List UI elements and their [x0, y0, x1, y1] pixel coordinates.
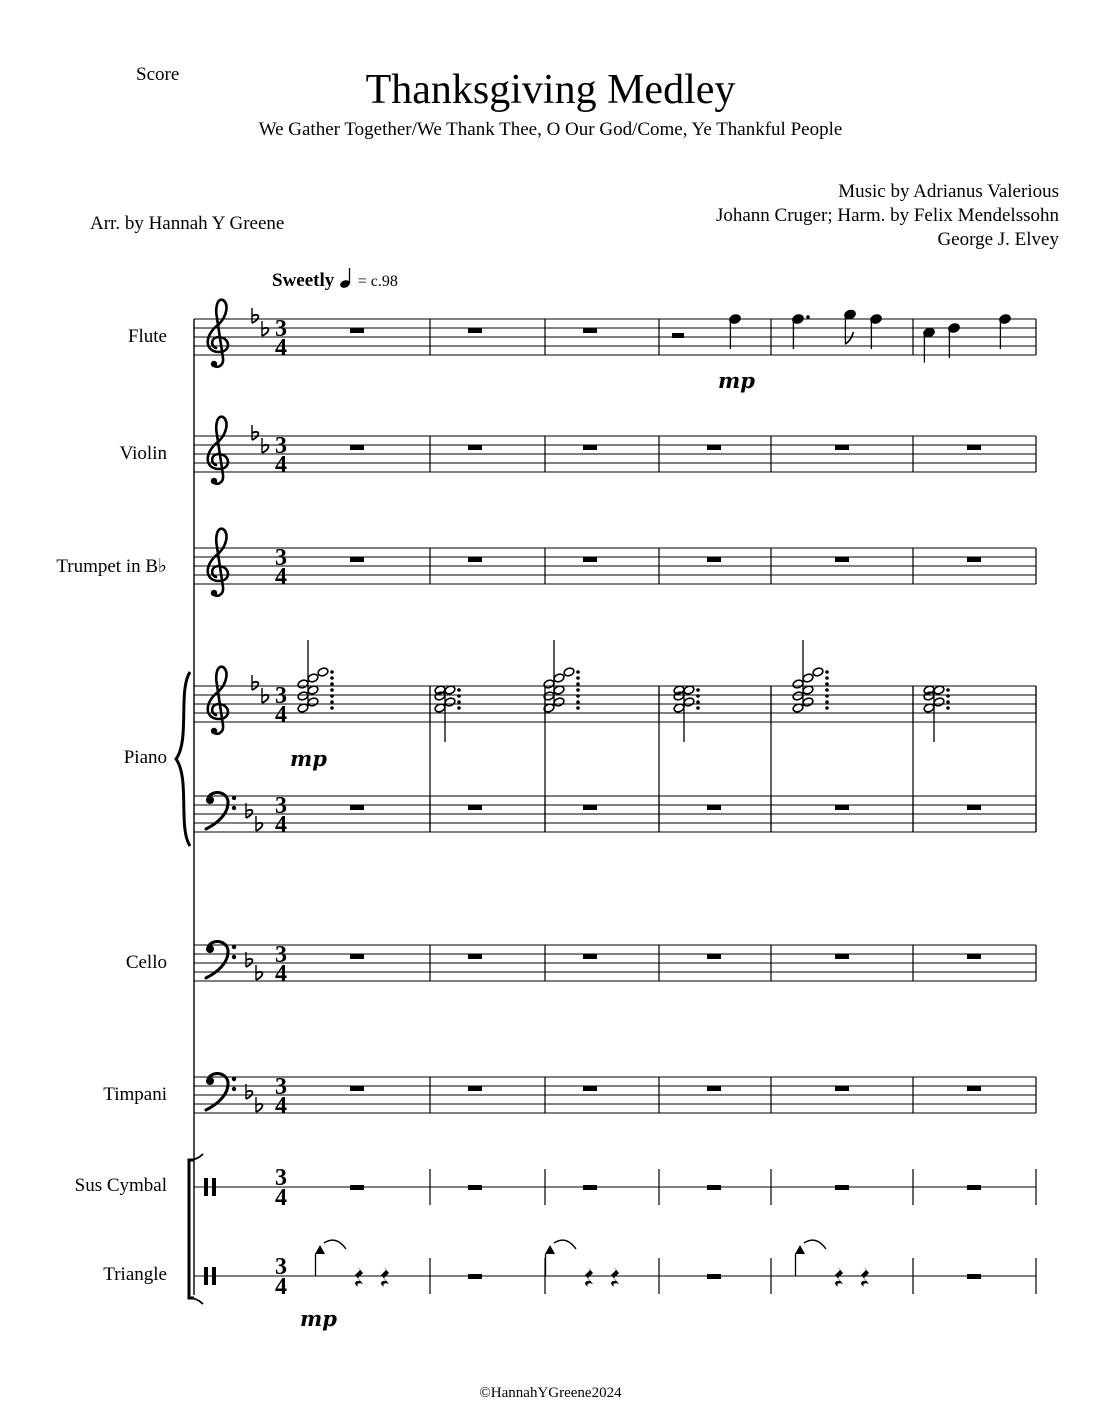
time-signature-top: 3: [275, 1165, 287, 1191]
whole-rest: [468, 445, 482, 450]
whole-rest: [835, 445, 849, 450]
bracket-icon: [189, 1298, 203, 1304]
whole-rest: [967, 1086, 981, 1091]
treble-clef-icon: [208, 417, 228, 484]
composer-credit-line: Johann Cruger; Harm. by Felix Mendelssohn: [715, 205, 1059, 226]
page-subtitle: We Gather Together/We Thank Thee, O Our God/Come, Ye Thankful People: [258, 119, 843, 140]
time-signature-bottom: 4: [275, 961, 287, 987]
whole-rest: [967, 1185, 981, 1190]
time-signature-top: 3: [275, 793, 287, 819]
percussion-clef-icon: [204, 1178, 208, 1196]
composer-credit-line: George J. Elvey: [937, 229, 1059, 250]
whole-rest: [350, 557, 364, 562]
instrument-label-piano: Piano: [123, 747, 167, 768]
chord: [297, 640, 334, 713]
whole-rest: [468, 1086, 482, 1091]
flat-icon: [262, 688, 268, 703]
instrument-label-timpani: Timpani: [103, 1084, 167, 1105]
bass-clef-icon: [206, 1073, 236, 1110]
time-signature-bottom: 4: [275, 812, 287, 838]
tempo-value: = c.98: [357, 273, 398, 290]
instrument-label-violin: Violin: [119, 443, 167, 464]
time-signature-bottom: 4: [275, 452, 287, 478]
whole-rest: [350, 1086, 364, 1091]
tie: [324, 1240, 346, 1249]
treble-clef-icon: [208, 667, 228, 734]
whole-rest: [835, 805, 849, 810]
chord: [792, 640, 829, 713]
time-signature-bottom: 4: [275, 1185, 287, 1211]
percussion-clef-icon: [212, 1178, 216, 1196]
whole-rest: [835, 954, 849, 959]
whole-rest: [967, 557, 981, 562]
whole-rest: [707, 1086, 721, 1091]
triangle-note: [545, 1245, 555, 1276]
arranger-credit: Arr. by Hannah Y Greene: [90, 213, 285, 234]
dynamic-flute: mp: [718, 368, 755, 393]
flat-icon: [252, 675, 258, 690]
augmentation-dot: [806, 315, 810, 319]
whole-rest: [350, 445, 364, 450]
whole-rest: [583, 328, 597, 333]
whole-rest: [583, 1185, 597, 1190]
note-f5: [999, 314, 1011, 349]
note-f5: [792, 314, 804, 349]
whole-rest: [583, 557, 597, 562]
percussion-clef-icon: [212, 1267, 216, 1285]
note-eb5: [948, 323, 960, 358]
time-signature-top: 3: [275, 683, 287, 709]
tie: [554, 1240, 576, 1249]
time-signature-top: 3: [275, 942, 287, 968]
whole-rest: [967, 445, 981, 450]
instrument-label-triangle: Triangle: [103, 1264, 167, 1285]
dynamic-piano: mp: [290, 746, 327, 771]
whole-rest: [707, 1274, 721, 1279]
whole-rest: [707, 1185, 721, 1190]
treble-clef-icon: [208, 300, 228, 367]
time-signature-bottom: 4: [275, 564, 287, 590]
instrument-label-cello: Cello: [125, 952, 167, 973]
time-signature-top: 3: [275, 1254, 287, 1280]
whole-rest: [967, 954, 981, 959]
flat-icon: [262, 321, 268, 336]
triangle-note: [315, 1245, 325, 1276]
whole-rest: [967, 805, 981, 810]
time-signature-bottom: 4: [275, 1093, 287, 1119]
whole-rest: [468, 805, 482, 810]
whole-rest: [350, 954, 364, 959]
whole-rest: [583, 445, 597, 450]
brace-icon: [176, 672, 190, 846]
flat-icon: [252, 425, 258, 440]
flat-icon: [256, 816, 262, 831]
flat-icon: [256, 965, 262, 980]
percussion-clef-icon: [204, 1267, 208, 1285]
time-signature-bottom: 4: [275, 1274, 287, 1300]
whole-rest: [835, 557, 849, 562]
whole-rest: [468, 1185, 482, 1190]
whole-rest: [707, 445, 721, 450]
note-d5: [923, 327, 935, 362]
whole-rest: [707, 954, 721, 959]
whole-rest: [468, 1274, 482, 1279]
dynamic-triangle: mp: [300, 1306, 337, 1331]
instrument-label-flute: Flute: [127, 326, 167, 347]
time-signature-top: 3: [275, 316, 287, 342]
whole-rest: [707, 805, 721, 810]
flat-icon: [252, 308, 258, 323]
instrument-label-trumpet: Trumpet in B♭: [56, 556, 167, 577]
chord: [543, 640, 580, 713]
whole-rest: [350, 1185, 364, 1190]
tempo-word: Sweetly: [272, 270, 335, 291]
whole-rest: [835, 1185, 849, 1190]
bass-clef-icon: [206, 792, 236, 829]
whole-rest: [967, 1274, 981, 1279]
bracket-icon: [189, 1160, 194, 1298]
whole-rest: [583, 954, 597, 959]
time-signature-top: 3: [275, 545, 287, 571]
whole-rest: [468, 328, 482, 333]
triangle-note: [795, 1245, 805, 1276]
treble-clef-icon: [208, 529, 228, 596]
whole-rest: [835, 1086, 849, 1091]
whole-rest: [468, 557, 482, 562]
instrument-label-sus-cymbal: Sus Cymbal: [74, 1175, 167, 1196]
note-f5: [870, 314, 882, 349]
note-f5: [729, 314, 741, 349]
time-signature-bottom: 4: [275, 335, 287, 361]
page-title: Thanksgiving Medley: [365, 67, 736, 113]
flat-icon: [262, 438, 268, 453]
time-signature-top: 3: [275, 1074, 287, 1100]
copyright-footer: ©HannahYGreene2024: [479, 1385, 622, 1401]
bracket-icon: [189, 1154, 203, 1160]
composer-credit-line: Music by Adrianus Valerious: [838, 181, 1059, 202]
whole-rest: [350, 805, 364, 810]
bass-clef-icon: [206, 941, 236, 978]
whole-rest: [350, 328, 364, 333]
time-signature-bottom: 4: [275, 702, 287, 728]
flat-icon: [256, 1097, 262, 1112]
whole-rest: [583, 805, 597, 810]
whole-rest: [468, 954, 482, 959]
score-label: Score: [136, 64, 180, 85]
time-signature-top: 3: [275, 433, 287, 459]
flag: [845, 332, 853, 344]
tie: [804, 1240, 826, 1249]
whole-rest: [583, 1086, 597, 1091]
whole-rest: [707, 557, 721, 562]
